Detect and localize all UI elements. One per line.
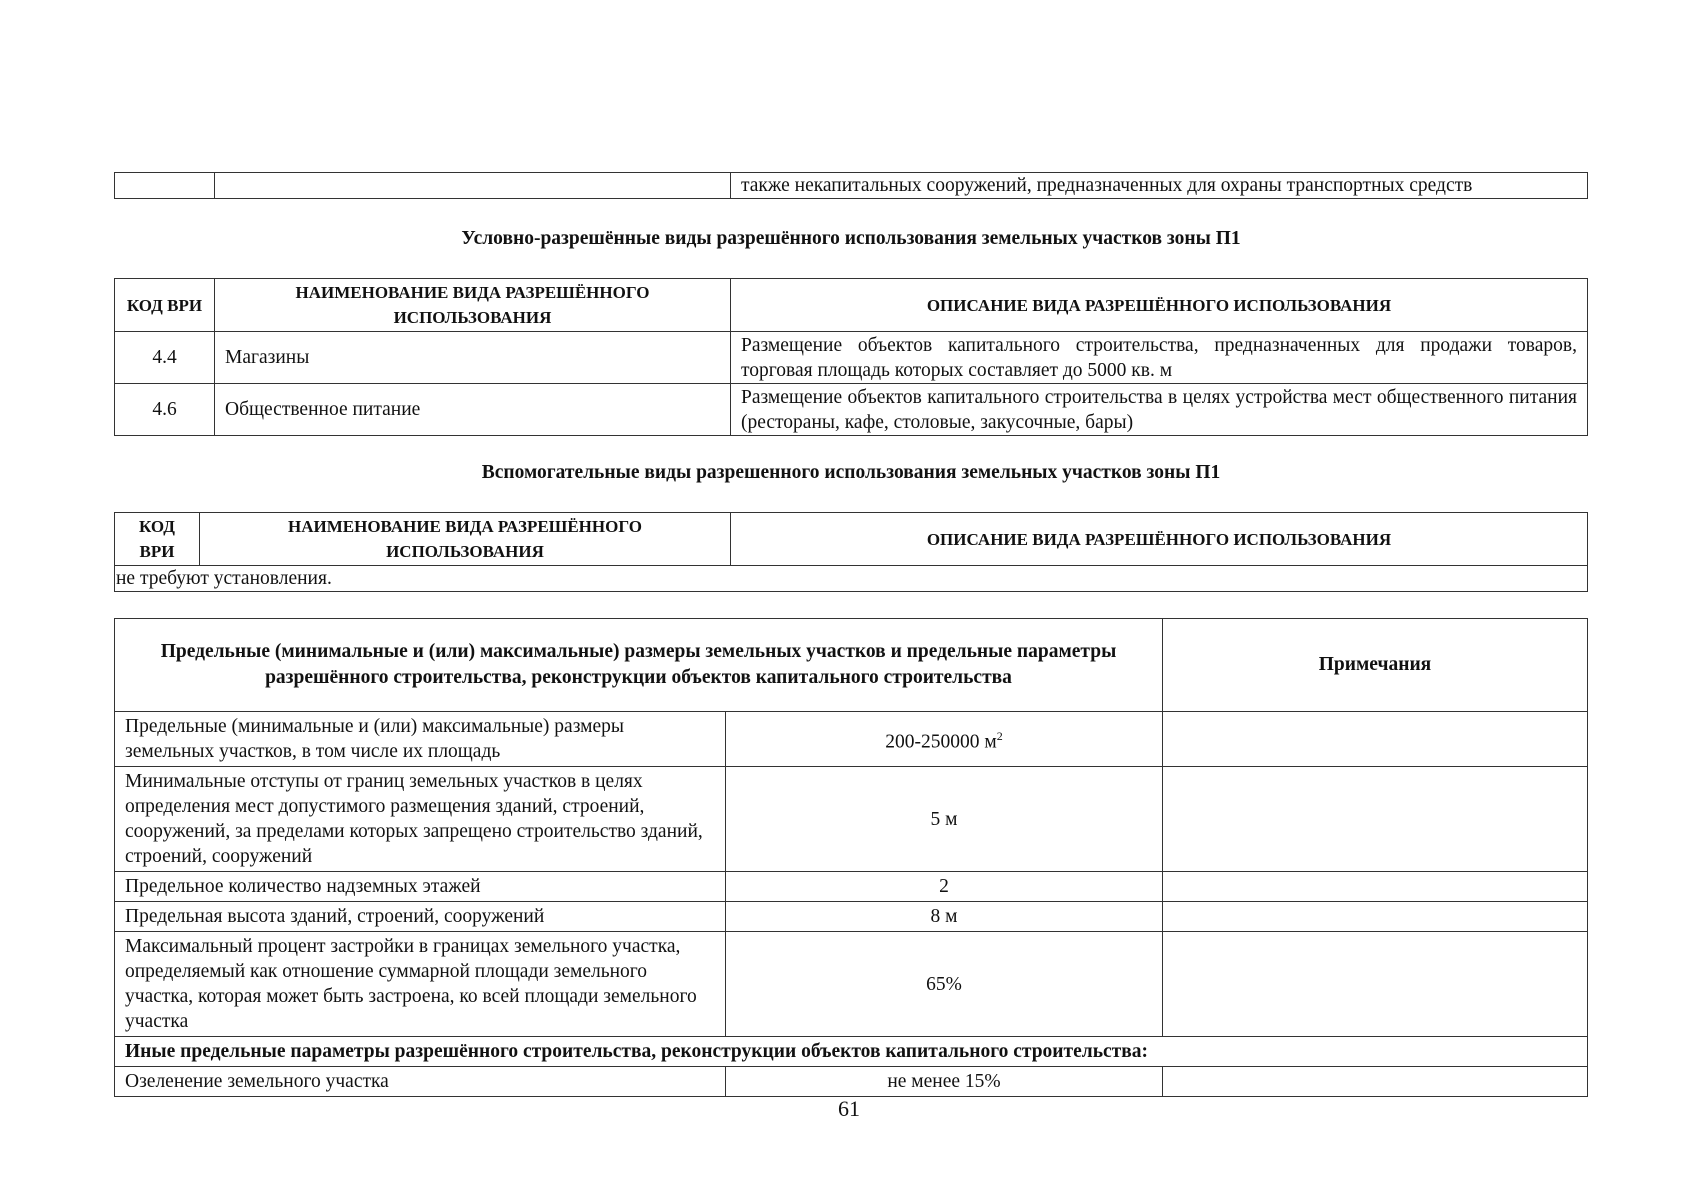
header-notes: Примечания (1163, 619, 1588, 712)
table-row (115, 767, 1588, 872)
header-name: НАИМЕНОВАНИЕ ВИДА РАЗРЕШЁННОГО ИСПОЛЬЗОВАНИЯ (200, 513, 731, 566)
section-title-auxiliary: Вспомогательные виды разрешенного использования земельных участков зоны П1 (481, 462, 1221, 483)
param-note (1163, 872, 1588, 902)
param-label: Максимальный процент застройки в границах земельного участка, определяемый как отношение суммарной площади земельного участка, которая может быть застроена, ко всей площади земельного участка (115, 932, 726, 1037)
table-cell (115, 173, 215, 199)
param-note (1163, 1067, 1588, 1097)
other-params-header: Иные предельные параметры разрешённого строительства, реконструкции объектов капитального строительства: (115, 1037, 1588, 1067)
param-note (1163, 712, 1588, 767)
conditional-uses-table (114, 278, 1588, 436)
param-label: Минимальные отступы от границ земельных участков в целях определения мест допустимого размещения зданий, строений, сооружений, за пределами которых запрещено строительство зданий, строений, сооружений (115, 767, 726, 872)
param-value: 5 м (726, 767, 1163, 872)
table-row (115, 566, 1588, 592)
section-title-conditional: Условно-разрешённые виды разрешённого использования земельных участков зоны П1 (461, 228, 1241, 249)
auxiliary-uses-table (114, 512, 1588, 592)
table-row (115, 712, 1588, 767)
code-cell: 4.4 (115, 332, 215, 384)
param-value: 200-250000 $м^2$ (726, 712, 1163, 767)
param-label: Предельные (минимальные и (или) максимальные) размеры земельных участков, в том числе их площадь (115, 712, 726, 767)
table-cell (215, 173, 731, 199)
param-value: 8 м (726, 902, 1163, 932)
header-desc: ОПИСАНИЕ ВИДА РАЗРЕШЁННОГО ИСПОЛЬЗОВАНИЯ (731, 279, 1588, 332)
header-code: КОД ВРИ (115, 279, 215, 332)
table-row (115, 332, 1588, 384)
table-row (115, 872, 1588, 902)
table-row (115, 902, 1588, 932)
continuation-table (114, 172, 1588, 199)
table-row (115, 1067, 1588, 1097)
page-number: 61 (838, 1096, 860, 1121)
param-value: не менее 15% (726, 1067, 1163, 1097)
table-header-row (115, 279, 1588, 332)
header-name: НАИМЕНОВАНИЕ ВИДА РАЗРЕШЁННОГО ИСПОЛЬЗОВАНИЯ (215, 279, 731, 332)
other-params-header-row (115, 1037, 1588, 1067)
header-params: Предельные (минимальные и (или) максимальные) размеры земельных участков и предельные параметры разрешённого строительства, реконструкции объектов капитального строительства (115, 619, 1163, 712)
param-label: Озеленение земельного участка (115, 1067, 726, 1097)
name-cell: Общественное питание (215, 384, 731, 436)
param-value: 2 (726, 872, 1163, 902)
table-row (115, 173, 1588, 199)
parameters-table (114, 618, 1588, 1097)
table-header-row (115, 619, 1588, 712)
note-cell: не требуют установления. (115, 566, 1588, 592)
param-note (1163, 932, 1588, 1037)
param-note (1163, 902, 1588, 932)
desc-cell: Размещение объектов капитального строительства в целях устройства мест общественного питания (рестораны, кафе, столовые, закусочные, бары) (731, 384, 1588, 436)
param-label: Предельная высота зданий, строений, сооружений (115, 902, 726, 932)
param-value: 65% (726, 932, 1163, 1037)
header-desc: ОПИСАНИЕ ВИДА РАЗРЕШЁННОГО ИСПОЛЬЗОВАНИЯ (731, 513, 1588, 566)
continuation-text: также некапитальных сооружений, предназначенных для охраны транспортных средств (731, 173, 1588, 199)
param-label: Предельное количество надземных этажей (115, 872, 726, 902)
table-header-row (115, 513, 1588, 566)
name-cell: Магазины (215, 332, 731, 384)
table-row (115, 932, 1588, 1037)
code-cell: 4.6 (115, 384, 215, 436)
desc-cell: Размещение объектов капитального строительства, предназначенных для продажи товаров, торговая площадь которых составляет до 5000 кв. м (731, 332, 1588, 384)
header-code: КОД ВРИ (115, 513, 200, 566)
table-row (115, 384, 1588, 436)
param-note (1163, 767, 1588, 872)
